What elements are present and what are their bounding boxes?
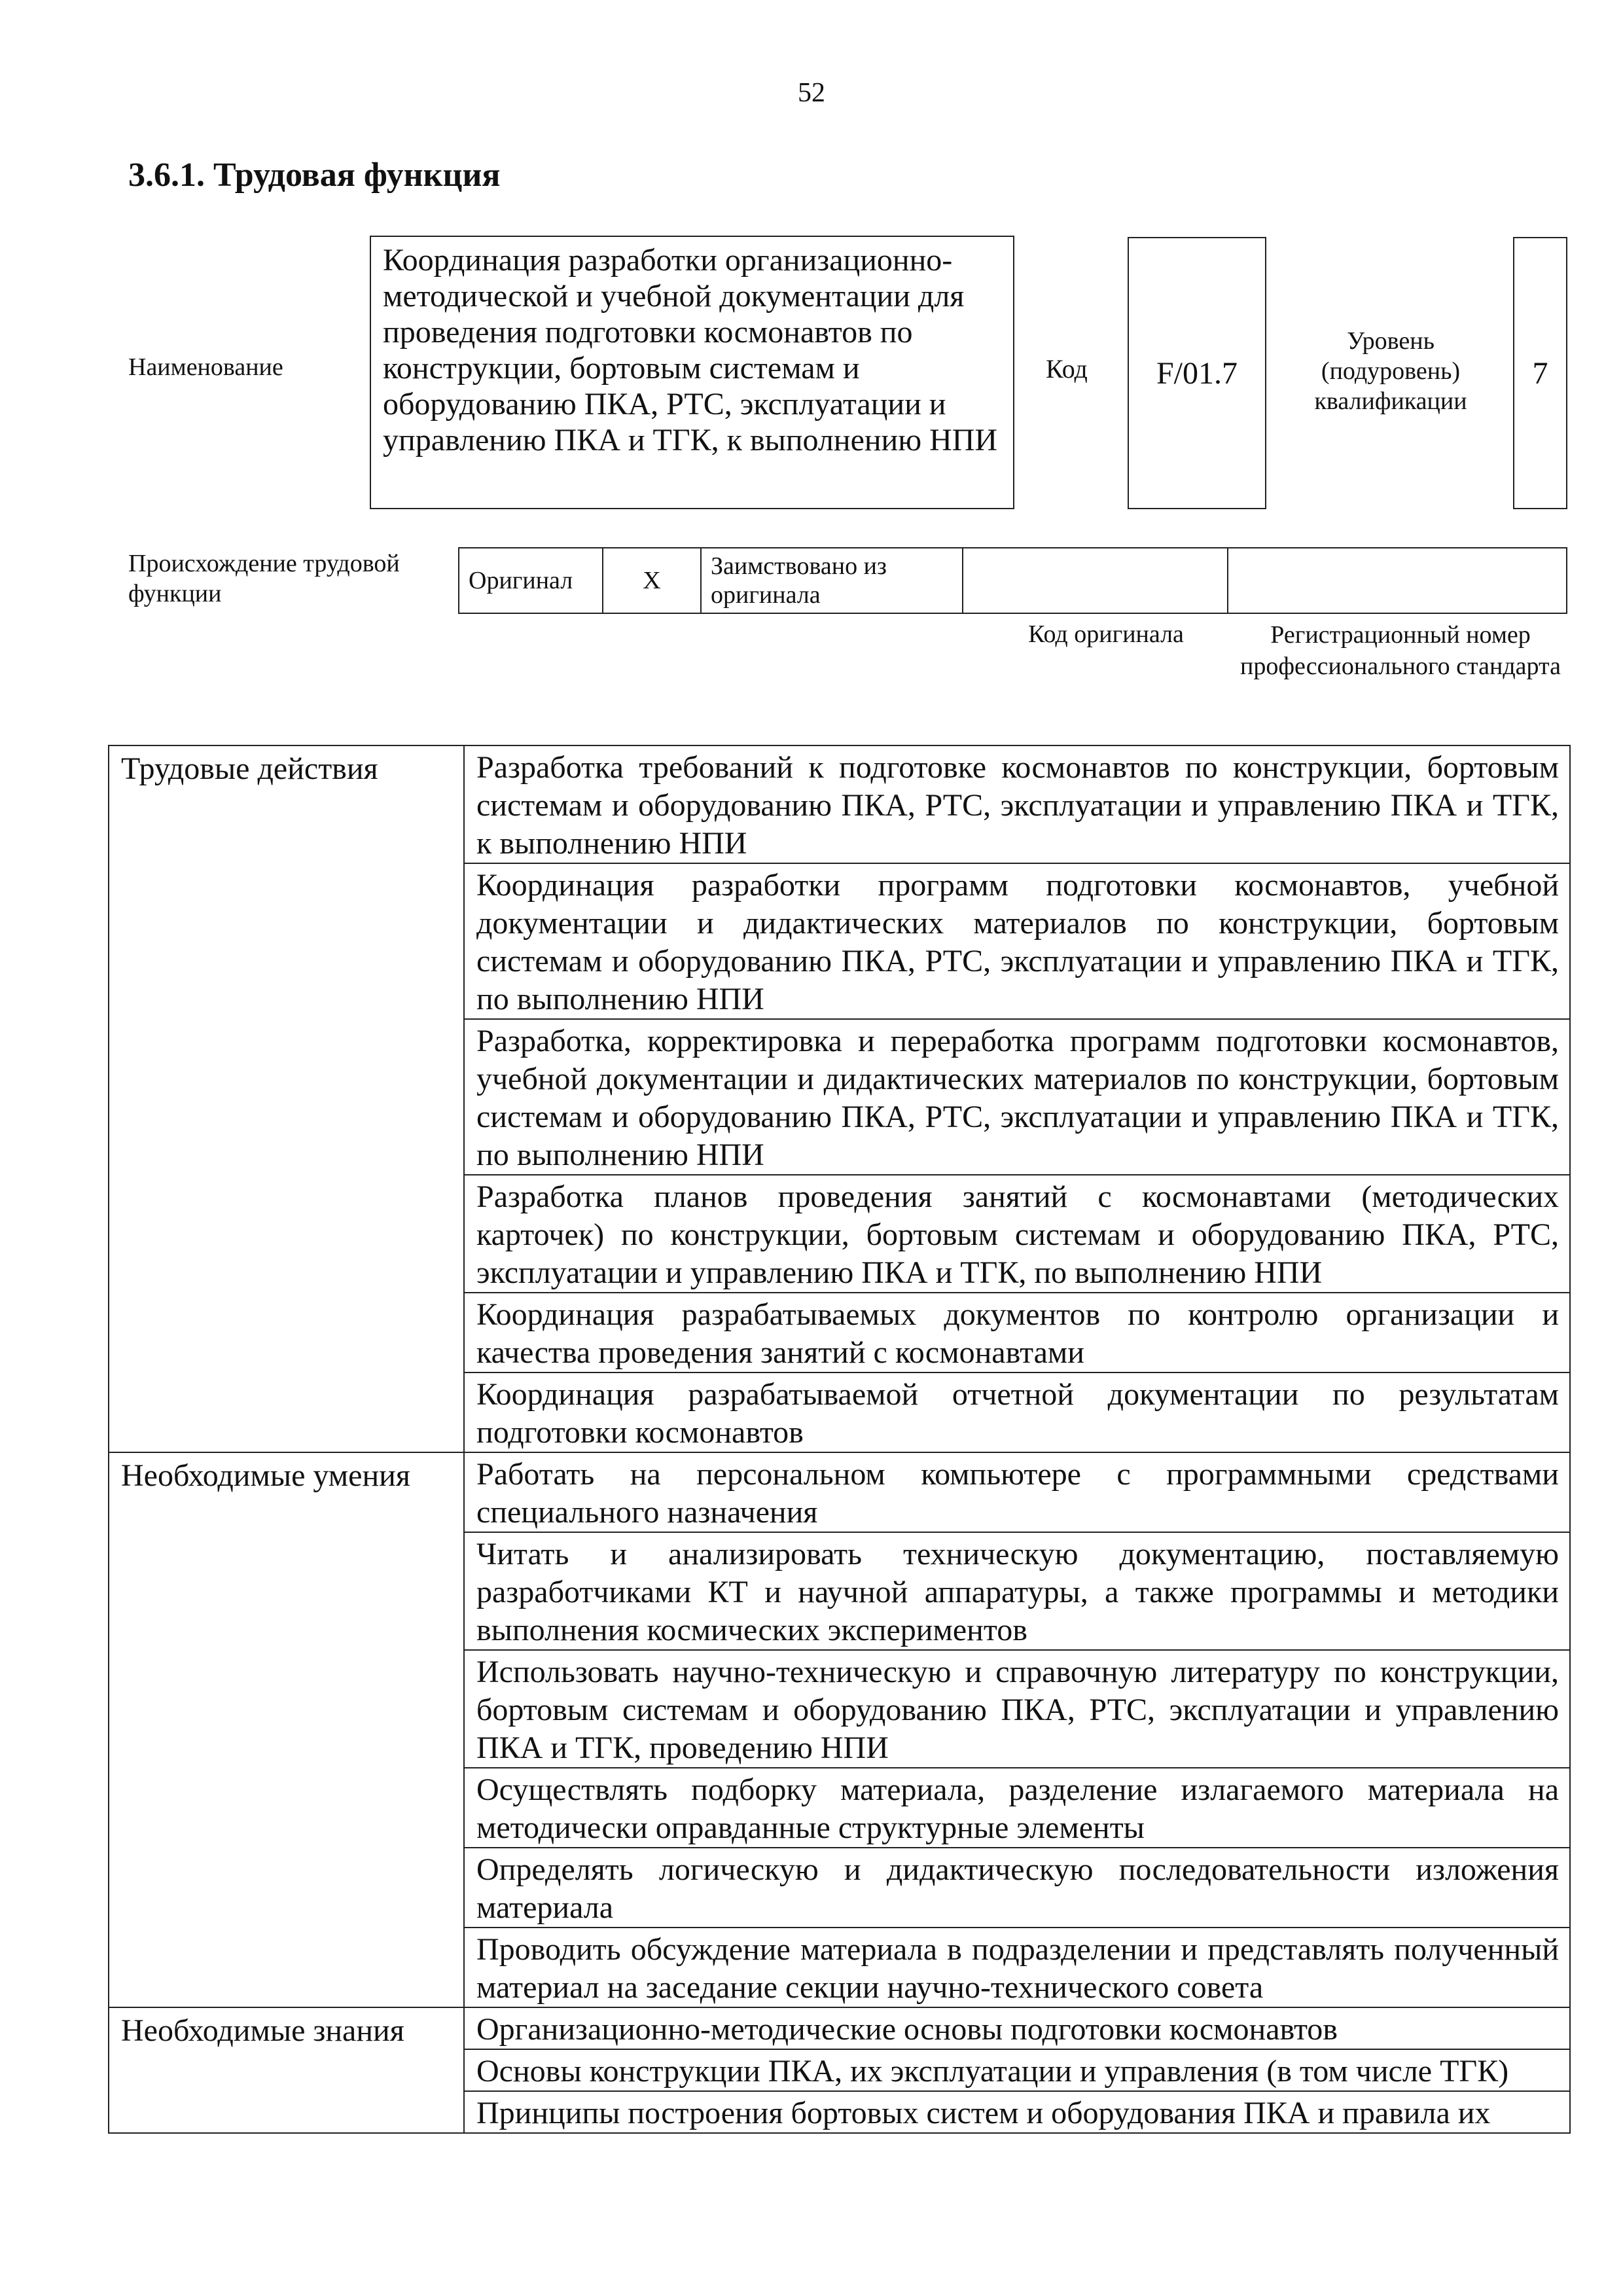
original-code-caption: Код оригинала <box>1028 620 1184 648</box>
qualification-level-value: 7 <box>1532 355 1548 391</box>
original-code-cell <box>963 548 1228 613</box>
table-row <box>109 2007 1570 2049</box>
origin-original-label: Оригинал <box>469 567 573 594</box>
table-cell: Основы конструкции ПКА, их эксплуатации и управления (в том числе ТГК) <box>464 2049 1570 2091</box>
labor-function-table <box>108 745 1571 2134</box>
category-required-knowledge: Необходимые знания <box>109 2007 464 2133</box>
qualification-level-label: Уровень (подуровень) квалификации <box>1314 327 1467 415</box>
table-cell: Координация разрабатываемой отчетной документации по результатам подготовки космонавтов <box>464 1372 1570 1452</box>
section-title: 3.6.1. Трудовая функция <box>128 156 501 194</box>
origin-mark: X <box>603 548 701 613</box>
table-cell: Разработка, корректировка и переработка программ подготовки космонавтов, учебной документации и дидактических материалов по конструкции, бортовым системам и оборудованию ПКА, РТС, эксплуатации и управлению ПКА и ТГК, по выполнению НПИ <box>464 1019 1570 1175</box>
table-cell: Использовать научно-техническую и справочную литературу по конструкции, бортовым системам и оборудованию ПКА, РТС, эксплуатации и управлению ПКА и ТГК, проведению НПИ <box>464 1650 1570 1768</box>
table-row <box>109 1452 1570 1532</box>
table-row <box>109 745 1570 863</box>
table-cell: Проводить обсуждение материала в подразделении и представлять полученный материал на заседание секции научно-технического совета <box>464 1928 1570 2007</box>
table-cell: Принципы построения бортовых систем и оборудования ПКА и правила их <box>464 2091 1570 2133</box>
page-number: 52 <box>798 78 825 108</box>
function-name-box: Координация разработки организационно-методической и учебной документации для проведения подготовки космонавтов по конструкции, бортовым системам и оборудованию ПКА, РТС, эксплуатации и управлению ПКА и ТГК, к выполнению НПИ <box>370 236 1014 509</box>
category-required-skills: Необходимые умения <box>109 1452 464 2007</box>
table-cell: Определять логическую и дидактическую последовательности изложения материала <box>464 1848 1570 1928</box>
qualification-level-box <box>1513 237 1567 509</box>
table-cell: Разработка требований к подготовке космонавтов по конструкции, бортовым системам и оборудованию ПКА, РТС, эксплуатации и управлению ПКА и ТГК, к выполнению НПИ <box>464 745 1570 863</box>
table-cell: Читать и анализировать техническую документацию, поставляемую разработчиками КТ и научной аппаратуры, а также программы и методики выполнения космических экспериментов <box>464 1532 1570 1650</box>
table-cell: Осуществлять подборку материала, разделение излагаемого материала на методически оправданные структурные элементы <box>464 1768 1570 1848</box>
origin-label: Происхождение трудовой функции <box>128 550 400 607</box>
origin-borrowed-label: Заимствовано из оригинала <box>711 552 887 609</box>
origin-borrowed-cell <box>701 548 963 613</box>
code-value-box <box>1128 237 1266 509</box>
code-label: Код <box>1046 354 1088 384</box>
table-cell: Разработка планов проведения занятий с космонавтами (методических карточек) по конструкции, бортовым системам и оборудованию ПКА, РТС, эксплуатации и управлению ПКА и ТГК, по выполнению НПИ <box>464 1175 1570 1293</box>
reg-number-cell <box>1228 548 1567 613</box>
name-label: Наименование <box>128 353 283 381</box>
reg-number-caption: Регистрационный номер профессионального стандарта <box>1240 621 1561 680</box>
origin-table <box>458 547 1567 614</box>
table-cell: Работать на персональном компьютере с программными средствами специального назначения <box>464 1452 1570 1532</box>
code-value: F/01.7 <box>1156 355 1238 391</box>
origin-original-cell <box>459 548 603 613</box>
table-cell: Координация разрабатываемых документов по контролю организации и качества проведения занятий с космонавтами <box>464 1293 1570 1372</box>
category-labor-actions: Трудовые действия <box>109 745 464 1452</box>
table-cell: Организационно-методические основы подготовки космонавтов <box>464 2007 1570 2049</box>
table-cell: Координация разработки программ подготовки космонавтов, учебной документации и дидактических материалов по конструкции, бортовым системам и оборудованию ПКА, РТС, эксплуатации и управлению ПКА и ТГК, по выполнению НПИ <box>464 863 1570 1019</box>
